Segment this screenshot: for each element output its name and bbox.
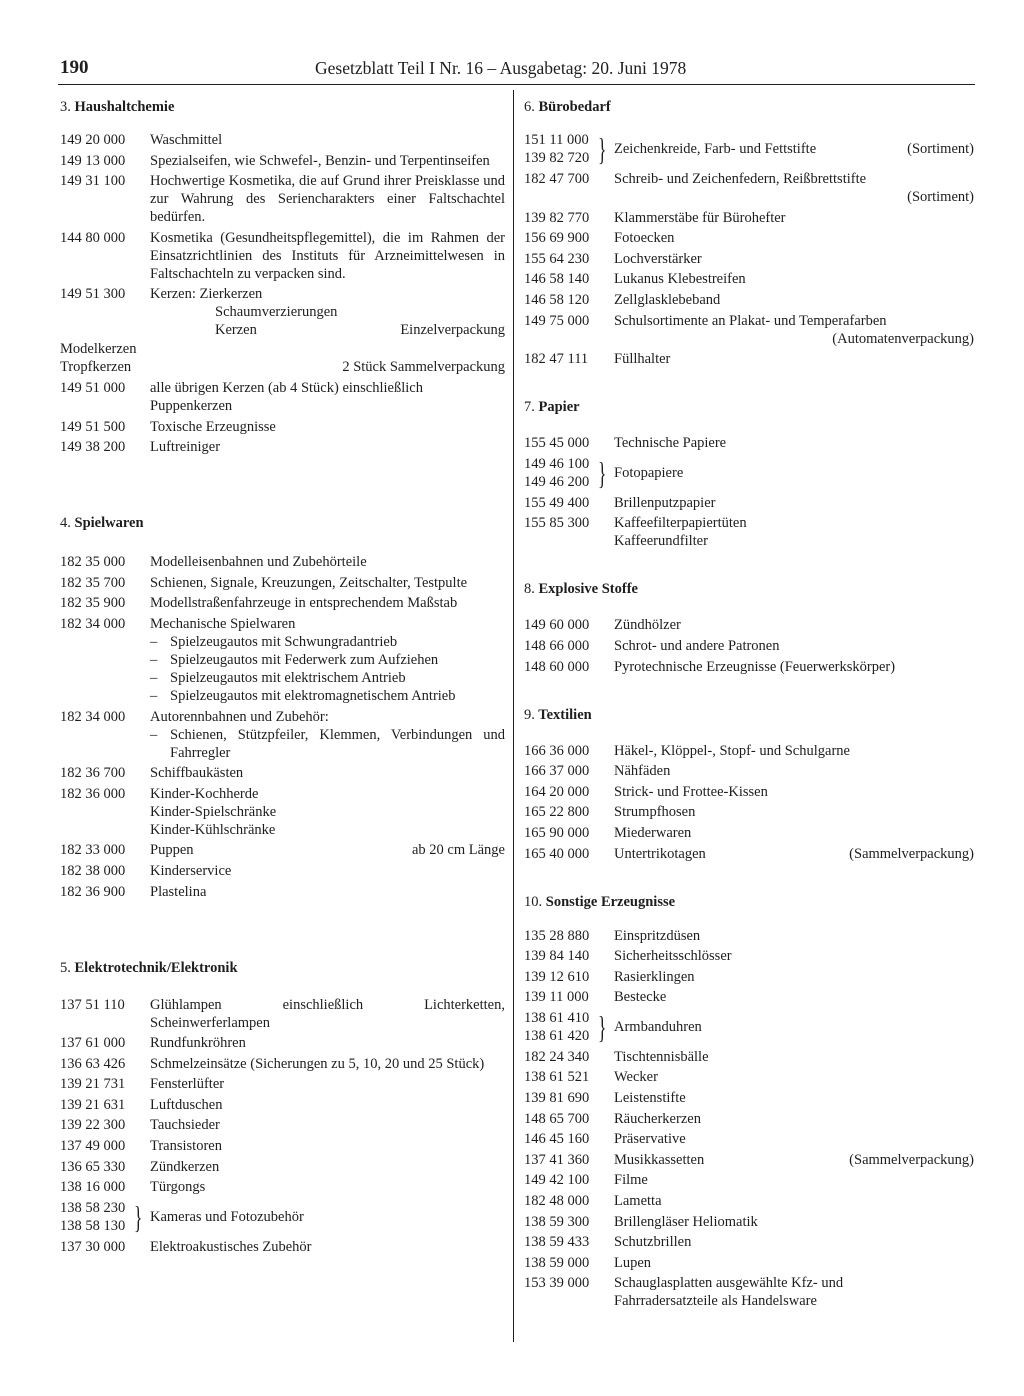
- section-title: 3. Haushaltchemie: [60, 99, 175, 115]
- list-item: 138 59 433 Schutzbrillen: [524, 1234, 692, 1251]
- list-item: 144 80 000 Kosmetika (Gesundheitspflegemittel), die im Rahmen der Einsatzrichtlinien des Instituts für Arzneimittelwesen in Faltschachteln zu verpacken sind.: [60, 229, 505, 282]
- column-divider: [513, 90, 514, 1342]
- right-column: [524, 98, 974, 1313]
- list-item: 148 66 000 Schrot- und andere Patronen: [524, 637, 780, 654]
- list-item: 149 51 300 Kerzen: Zierkerzen Schaumverzierungen Kerzen Einzelverpackung: [60, 286, 505, 339]
- brace-icon: }: [598, 454, 607, 491]
- list-item: 148 60 000 Pyrotechnische Erzeugnisse (Feuerwerkskörper): [524, 658, 896, 675]
- section-5: [60, 959, 505, 1256]
- list-item: 137 30 000 Elektroakustisches Zubehör: [60, 1238, 312, 1255]
- list-item: 149 38 200 Luftreiniger: [60, 439, 221, 456]
- list-item: 149 51 500 Toxische Erzeugnisse: [60, 418, 276, 435]
- list-item: 149 51 000 alle übrigen Kerzen (ab 4 Stück) einschließlich Puppenkerzen: [60, 379, 423, 414]
- list-item: 149 31 100 Hochwertige Kosmetika, die auf Grund ihrer Preisklasse und zur Wahrung des Seriencharakters einer Faltschachtel bedürfen.: [60, 173, 505, 226]
- list-item: 166 37 000 Nähfäden: [524, 763, 671, 780]
- list-item: 182 36 900 Plastelina: [60, 883, 207, 900]
- grouped-list-item: 151 11 000 139 82 720 } Zeichenkreide, Farb- und Fettstifte (Sortiment): [524, 131, 974, 167]
- grouped-list-item: 149 46 100 149 46 200 } Fotopapiere: [524, 454, 684, 491]
- list-item: 138 59 300 Brillengläser Heliomatik: [524, 1213, 758, 1230]
- list-item: 138 16 000 Türgongs: [60, 1179, 206, 1196]
- list-item: 139 22 300 Tauchsieder: [60, 1117, 220, 1134]
- gazette-title: Gesetzblatt Teil I Nr. 16 – Ausgabetag: 20. Juni 1978: [315, 58, 687, 78]
- list-item: 137 51 110 Glühlampen einschließlich Lichterketten, Scheinwerferlampen: [60, 996, 505, 1031]
- list-item: 155 45 000 Technische Papiere: [524, 435, 727, 452]
- list-item: 139 12 610 Rasierklingen: [524, 968, 695, 985]
- brace-icon: }: [598, 1008, 607, 1045]
- list-item: 149 42 100 Filme: [524, 1172, 648, 1189]
- section-title: 9. Textilien: [524, 706, 592, 723]
- header-rule: [58, 84, 975, 85]
- list-item: 146 58 140 Lukanus Klebestreifen: [524, 271, 746, 288]
- list-item: 138 61 521 Wecker: [524, 1069, 658, 1086]
- section-title: 7. Papier: [524, 399, 580, 416]
- page-header: [60, 56, 975, 80]
- list-item: 146 45 160 Präservative: [524, 1131, 686, 1148]
- list-item: 182 47 700 Schreib- und Zeichenfedern, Reißbrettstifte (Sortiment): [524, 171, 974, 205]
- list-item: 182 47 111 Füllhalter: [524, 351, 671, 368]
- list-item: 165 40 000 Untertrikotagen (Sammelverpackung): [524, 845, 974, 862]
- list-item: 182 34 000 Mechanische Spielwaren – Spielzeugautos mit Schwungradantrieb – Spielzeugautos mit Federwerk zum Aufziehen – Spielzeugautos mit elektrischem Antrieb – Spielzeugautos mit elektromagnetischem Antrieb: [60, 615, 456, 704]
- section-9: [524, 706, 974, 863]
- section-title: 6. Bürobedarf: [524, 99, 611, 115]
- list-item: 148 65 700 Räucherkerzen: [524, 1110, 701, 1127]
- list-item: 138 59 000 Lupen: [524, 1254, 652, 1271]
- list-item: 182 36 000 Kinder-Kochherde Kinder-Spielschränke Kinder-Kühlschränke: [60, 785, 277, 838]
- list-item: 149 75 000 Schulsortimente an Plakat- und Temperafarben (Automatenverpackung): [524, 312, 974, 347]
- section-7: [524, 398, 974, 550]
- list-item: 139 82 770 Klammerstäbe für Bürohefter: [524, 209, 786, 226]
- list-item: 166 36 000 Häkel-, Klöppel-, Stopf- und Schulgarne: [524, 742, 850, 759]
- list-item: Modelkerzen Tropfkerzen 2 Stück Sammelverpackung: [60, 340, 505, 375]
- list-item: 155 85 300 Kaffeefilterpapiertüten Kaffeerundfilter: [524, 515, 747, 550]
- section-title: 5. Elektrotechnik/Elektronik: [60, 959, 238, 976]
- list-item: 155 49 400 Brillenputzpapier: [524, 494, 716, 511]
- list-item: 135 28 880 Einspritzdüsen: [524, 927, 701, 944]
- list-item: 155 64 230 Lochverstärker: [524, 250, 702, 267]
- list-item: 149 13 000 Spezialseifen, wie Schwefel-, Benzin- und Terpentinseifen: [60, 152, 490, 169]
- list-item: 182 35 900 Modellstraßenfahrzeuge in entsprechendem Maßstab: [60, 595, 458, 612]
- list-item: 146 58 120 Zellglasklebeband: [524, 291, 721, 308]
- section-10: [524, 893, 974, 1311]
- list-item: 139 21 731 Fensterlüfter: [60, 1076, 225, 1093]
- list-item: 149 20 000 Waschmittel: [60, 132, 223, 148]
- list-item: 137 61 000 Rundfunkröhren: [60, 1035, 246, 1052]
- list-item: 139 11 000 Bestecke: [524, 989, 667, 1006]
- list-item: 182 34 000 Autorennbahnen und Zubehör: – Schienen, Stützpfeiler, Klemmen, Verbindungen und Fahrregler: [60, 708, 505, 761]
- grouped-list-item: 138 58 230 138 58 130 } Kameras und Fotozubehör: [60, 1198, 304, 1235]
- section-4: [60, 514, 505, 900]
- brace-icon: }: [134, 1198, 143, 1235]
- section-title: 10. Sonstige Erzeugnisse: [524, 893, 676, 910]
- page-number: 190: [60, 57, 89, 78]
- list-item: 165 90 000 Miederwaren: [524, 824, 692, 841]
- list-item: 139 21 631 Luftduschen: [60, 1096, 223, 1113]
- list-item: 182 35 000 Modelleisenbahnen und Zubehörteile: [60, 554, 367, 571]
- section-title: 4. Spielwaren: [60, 515, 144, 532]
- brace-icon: }: [598, 131, 607, 167]
- left-column: [60, 98, 505, 1258]
- list-item: 139 81 690 Leistenstifte: [524, 1090, 686, 1107]
- list-item: 137 49 000 Transistoren: [60, 1138, 222, 1155]
- list-item: 164 20 000 Strick- und Frottee-Kissen: [524, 783, 768, 800]
- section-6: [524, 98, 974, 368]
- list-item: 165 22 800 Strumpfhosen: [524, 804, 696, 821]
- list-item: 182 35 700 Schienen, Signale, Kreuzungen, Zeitschalter, Testpulte: [60, 574, 468, 591]
- section-3: [60, 98, 505, 456]
- list-item: 136 65 330 Zündkerzen: [60, 1158, 220, 1175]
- list-item: 137 41 360 Musikkassetten (Sammelverpackung): [524, 1151, 974, 1168]
- list-item: 139 84 140 Sicherheitsschlösser: [524, 948, 732, 965]
- list-item: 182 33 000 Puppen ab 20 cm Länge: [60, 842, 505, 859]
- list-item: 182 24 340 Tischtennisbälle: [524, 1048, 709, 1065]
- list-item: 149 60 000 Zündhölzer: [524, 617, 681, 634]
- section-8: [524, 580, 974, 675]
- list-item: 182 48 000 Lametta: [524, 1193, 662, 1210]
- section-title: 8. Explosive Stoffe: [524, 581, 638, 598]
- list-item: 156 69 900 Fotoecken: [524, 230, 675, 247]
- list-item: 136 63 426 Schmelzeinsätze (Sicherungen zu 5, 10, 20 und 25 Stück): [60, 1055, 485, 1072]
- grouped-list-item: 138 61 410 138 61 420 } Armbanduhren: [524, 1008, 702, 1045]
- list-item: 182 38 000 Kinderservice: [60, 862, 232, 879]
- list-item: 153 39 000 Schauglasplatten ausgewählte Kfz- und Fahrradersatzteile als Handelsware: [524, 1275, 844, 1310]
- list-item: 182 36 700 Schiffbaukästen: [60, 765, 244, 782]
